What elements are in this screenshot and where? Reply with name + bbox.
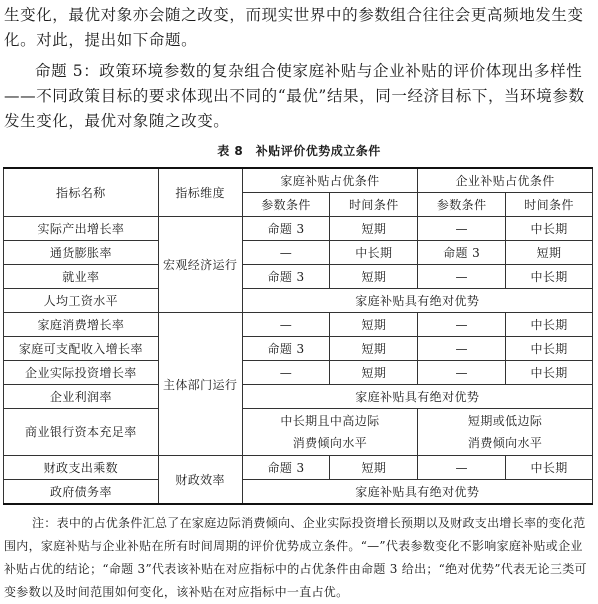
cell-enterprise-param: — — [418, 361, 506, 385]
cell-enterprise-time: 短期 — [506, 241, 593, 265]
header-indicator-name: 指标名称 — [4, 168, 159, 217]
subsidy-condition-table — [3, 167, 593, 505]
table-caption: 表 8 补贴评价优势成立条件 — [217, 144, 381, 158]
table-row — [4, 385, 593, 409]
cell-enterprise-param: 命题 3 — [418, 241, 506, 265]
cell-household-param: 命题 3 — [242, 265, 330, 289]
dimension-sector: 主体部门运行 — [158, 313, 242, 456]
cell-household-time: 短期 — [330, 265, 418, 289]
header-dimension: 指标维度 — [158, 168, 242, 217]
cell-household-time: 短期 — [330, 313, 418, 337]
cell-enterprise-time: 中长期 — [506, 313, 593, 337]
row-name: 商业银行资本充足率 — [4, 409, 159, 456]
header-enterprise-time: 时间条件 — [506, 193, 593, 217]
header-enterprise-param: 参数条件 — [418, 193, 506, 217]
cell-enterprise-merged-line1: 短期或低边际 — [467, 414, 543, 428]
dimension-macro: 宏观经济运行 — [158, 217, 242, 313]
cell-household-time: 短期 — [330, 361, 418, 385]
header-household-group: 家庭补贴占优条件 — [242, 168, 418, 193]
table-row — [4, 241, 593, 265]
header-enterprise-group: 企业补贴占优条件 — [418, 168, 593, 193]
dimension-fiscal: 财政效率 — [158, 456, 242, 505]
cell-household-param: — — [242, 241, 330, 265]
header-household-time: 时间条件 — [330, 193, 418, 217]
row-name: 政府债务率 — [4, 480, 159, 505]
cell-enterprise-time: 中长期 — [506, 456, 593, 480]
cell-household-merged-line1: 中长期且中高边际 — [280, 414, 380, 428]
cell-merged-absolute: 家庭补贴具有绝对优势 — [242, 289, 592, 313]
table-row — [4, 313, 593, 337]
row-name: 就业率 — [4, 265, 159, 289]
table-row — [4, 289, 593, 313]
cell-household-time: 短期 — [330, 337, 418, 361]
proposition-paragraph: 命题 5：政策环境参数的复杂组合使家庭补贴与企业补贴的评价体现出多样性——不同政策目标的要求体现出不同的“最优”结果，同一经济目标下，当环境参数发生变化，最优对象随之改变。 — [4, 62, 585, 130]
cell-enterprise-param: — — [418, 337, 506, 361]
cell-household-time: 中长期 — [330, 241, 418, 265]
header-household-param: 参数条件 — [242, 193, 330, 217]
cell-household-time: 短期 — [330, 217, 418, 241]
cell-household-param: 命题 3 — [242, 456, 330, 480]
table-row — [4, 409, 593, 456]
row-name: 企业利润率 — [4, 385, 159, 409]
cell-merged-absolute: 家庭补贴具有绝对优势 — [242, 385, 592, 409]
row-name: 家庭消费增长率 — [4, 313, 159, 337]
cell-enterprise-param: — — [418, 217, 506, 241]
intro-paragraph: 生变化，最优对象亦会随之改变，而现实世界中的参数组合往往会更高频地发生变化。对此，提出如下命题。 — [4, 6, 584, 49]
row-name: 财政支出乘数 — [4, 456, 159, 480]
table-row — [4, 480, 593, 505]
cell-household-merged — [242, 409, 418, 456]
row-name: 通货膨胀率 — [4, 241, 159, 265]
cell-household-time: 短期 — [330, 456, 418, 480]
row-name: 实际产出增长率 — [4, 217, 159, 241]
cell-enterprise-time: 中长期 — [506, 217, 593, 241]
cell-household-param: — — [242, 361, 330, 385]
cell-household-param: — — [242, 313, 330, 337]
cell-merged-absolute: 家庭补贴具有绝对优势 — [242, 480, 592, 505]
table-row — [4, 265, 593, 289]
table-row — [4, 361, 593, 385]
table-row — [4, 337, 593, 361]
cell-enterprise-param: — — [418, 456, 506, 480]
table-row — [4, 456, 593, 480]
table-note: 注：表中的占优条件汇总了在家庭边际消费倾向、企业实际投资增长预期以及财政支出增长率的变化范围内，家庭补贴与企业补贴在所有时间周期的评价优势成立条件。“—”代表参数变化不影响家庭补贴或企业补贴占优的结论；“命题 3”代表该补贴在对应指标中的占优条件由命题 3 给出；“绝对优势”代表无论三类可变参数以及时间范围如何变化，该补贴在对应指标中一直占优。 — [4, 516, 587, 599]
row-name: 家庭可支配收入增长率 — [4, 337, 159, 361]
row-name: 人均工资水平 — [4, 289, 159, 313]
cell-household-merged-line2: 消费倾向水平 — [292, 436, 368, 450]
cell-enterprise-merged-line2: 消费倾向水平 — [467, 436, 543, 450]
cell-household-param: 命题 3 — [242, 337, 330, 361]
cell-enterprise-merged — [418, 409, 593, 456]
cell-enterprise-param: — — [418, 313, 506, 337]
cell-enterprise-time: 中长期 — [506, 265, 593, 289]
cell-enterprise-param: — — [418, 265, 506, 289]
header-row-1 — [4, 168, 593, 193]
row-name: 企业实际投资增长率 — [4, 361, 159, 385]
cell-enterprise-time: 中长期 — [506, 337, 593, 361]
cell-enterprise-time: 中长期 — [506, 361, 593, 385]
cell-household-param: 命题 3 — [242, 217, 330, 241]
table-row — [4, 217, 593, 241]
